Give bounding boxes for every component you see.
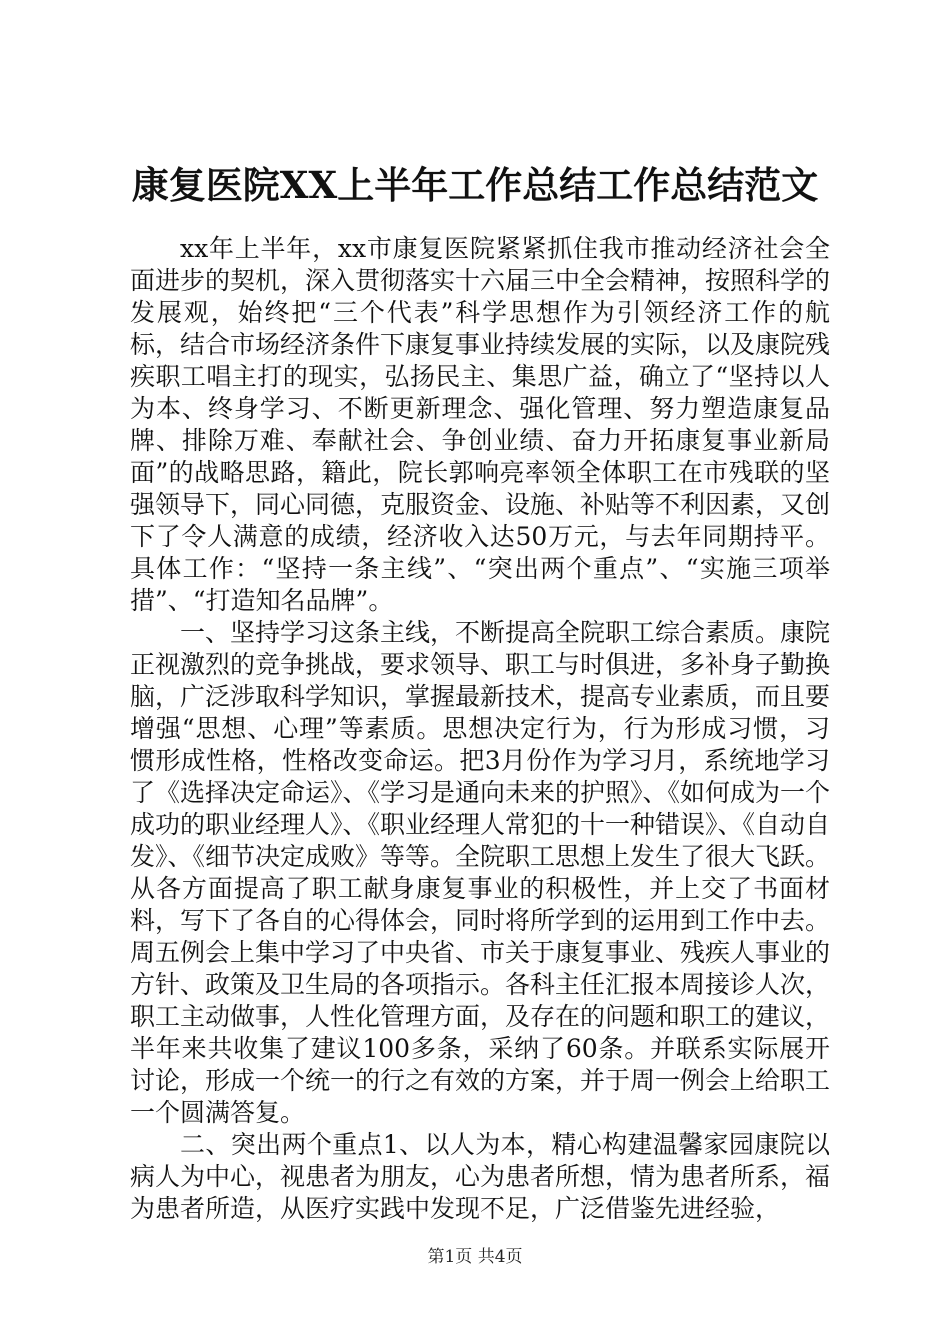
paragraph-intro: xx年上半年，xx市康复医院紧紧抓住我市推动经济社会全面进步的契机，深入贯彻落实十六届三中全会精神，按照科学的发展观，始终把“三个代表”科学思想作为引领经济工作的航标，结合市场经济条件下康复事业持续发展的实际，以及康院残疾职工唱主打的现实，弘扬民主、集思广益，确立了“坚持以人为本、终身学习、不断更新理念、强化管理、努力塑造康复品牌、排除万难、奉献社会、争创业绩、奋力开拓康复事业新局面”的战略思路，籍此，院长郭响亮率领全体职工在市残联的坚强领导下，同心同德，克服资金、设施、补贴等不利因素，又创下了令人满意的成绩，经济收入达50万元，与去年同期持平。具体工作：“坚持一条主线”、“突出两个重点”、“实施三项举措”、“打造知名品牌”。: [130, 234, 831, 615]
document-title: 康复医院XX上半年工作总结工作总结范文: [131, 163, 819, 207]
paragraph-section-one: 一、坚持学习这条主线，不断提高全院职工综合素质。康院正视激烈的竞争挑战，要求领导、职工与时俱进，多补身子勤换脑，广泛涉取科学知识，掌握最新技术，提高专业素质，而且要增强“思想、心理”等素质。思想决定行为，行为形成习惯，习惯形成性格，性格改变命运。把3月份作为学习月，系统地学习了《选择决定命运》、《学习是通向未来的护照》、《如何成为一个成功的职业经理人》、《职业经理人常犯的十一种错误》、《自动自发》、《细节决定成败》等等。全院职工思想上发生了很大飞跃。从各方面提高了职工献身康复事业的积极性，并上交了书面材料，写下了各自的心得体会，同时将所学到的运用到工作中去。周五例会上集中学习了中央省、市关于康复事业、残疾人事业的方针、政策及卫生局的各项指示。各科主任汇报本周接诊人次，职工主动做事，人性化管理方面，及存在的问题和职工的建议，半年来共收集了建议100多条，采纳了60条。并联系实际展开讨论，形成一个统一的行之有效的方案，并于周一例会上给职工一个圆满答复。: [130, 618, 831, 1127]
paragraph-section-two: 二、突出两个重点1、以人为本，精心构建温馨家园康院以病人为中心，视患者为朋友，心为患者所想，情为患者所系，福为患者所造，从医疗实践中发现不足，广泛借鉴先进经验，: [130, 1130, 831, 1223]
page-number-footer: 第1页 共4页: [427, 1247, 523, 1267]
document-body: [130, 233, 830, 1225]
